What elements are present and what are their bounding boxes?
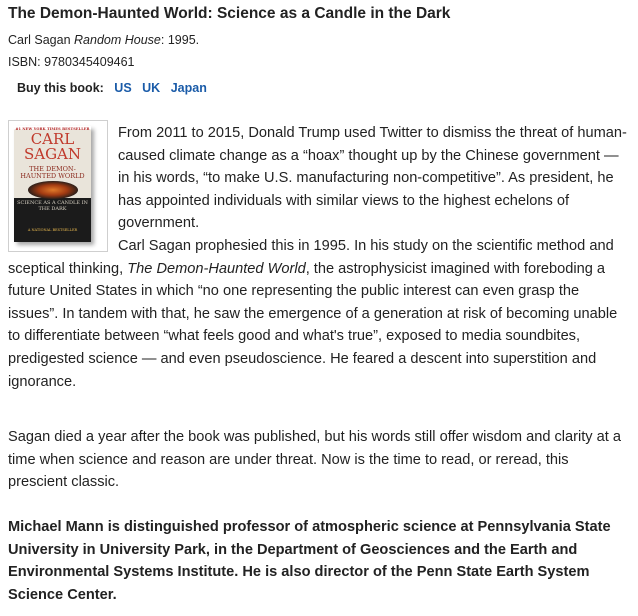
cover-ribbon: A NATIONAL BESTSELLER xyxy=(27,228,78,232)
cover-banner: #1 NEW YORK TIMES BESTSELLER xyxy=(15,127,90,131)
book-year: : 1995. xyxy=(160,33,200,47)
book-cover-image[interactable] xyxy=(8,120,108,252)
paragraph-2-start: Carl Sagan prophesied this in 1995. In his study on the scientific method and sceptical thinking, xyxy=(8,238,614,277)
cover-title: THE DEMON-HAUNTED WORLD xyxy=(20,165,85,180)
buy-link-uk[interactable]: UK xyxy=(142,81,161,95)
book-cover-art xyxy=(14,126,91,242)
cover-author-first: CARL xyxy=(30,130,75,148)
reviewer-bio: Michael Mann is distinguished professor of atmospheric science at Pennsylvania State University in University Park, in the Department of Geosciences and the Earth and Environmental Systems Institute. He is also director of the Penn State Earth System Science Center. xyxy=(8,519,611,603)
book-isbn: ISBN: 9780345409461 xyxy=(8,55,135,69)
paragraph-2-end: , the astrophysicist imagined with foreboding a future United States in which “no one representing the public interest can even grasp the issues”. In tandem with that, he saw the emergence of a generation at risk of becoming unable to differentiate between “what feels good and what's true”, exposed to media soundbites, predigested science — and even pseudoscience. He feared a descent into superstition and ignorance. xyxy=(8,260,618,390)
book-title: The Demon-Haunted World: Science as a Candle in the Dark xyxy=(8,5,451,22)
book-publisher: Random House xyxy=(74,33,161,47)
book-citation xyxy=(8,33,199,47)
paragraph-2-book-title: The Demon-Haunted World xyxy=(127,260,306,277)
candle-flame-graphic xyxy=(28,181,78,199)
book-author: Carl Sagan xyxy=(8,33,71,47)
buy-label: Buy this book: xyxy=(17,81,104,95)
cover-author-last: SAGAN xyxy=(23,145,82,163)
buy-links xyxy=(17,81,207,95)
cover-subtitle: SCIENCE AS A CANDLE IN THE DARK xyxy=(17,200,88,212)
paragraph-1: From 2011 to 2015, Donald Trump used Twitter to dismiss the threat of human-caused climate change as a “hoax” thought up by the Chinese government — in his words, “to make U.S. manufacturing non-competitive”. As president, he has appointed individuals with similar views to the highest echelons of government. xyxy=(118,125,627,232)
paragraph-2 xyxy=(8,235,630,393)
paragraph-3: Sagan died a year after the book was published, but his words still offer wisdom and clarity at a time when science and reason are under threat. Now is the time to read, or reread, this prescient classic. xyxy=(8,429,622,491)
buy-link-us[interactable]: US xyxy=(114,81,132,95)
buy-link-japan[interactable]: Japan xyxy=(170,81,207,95)
